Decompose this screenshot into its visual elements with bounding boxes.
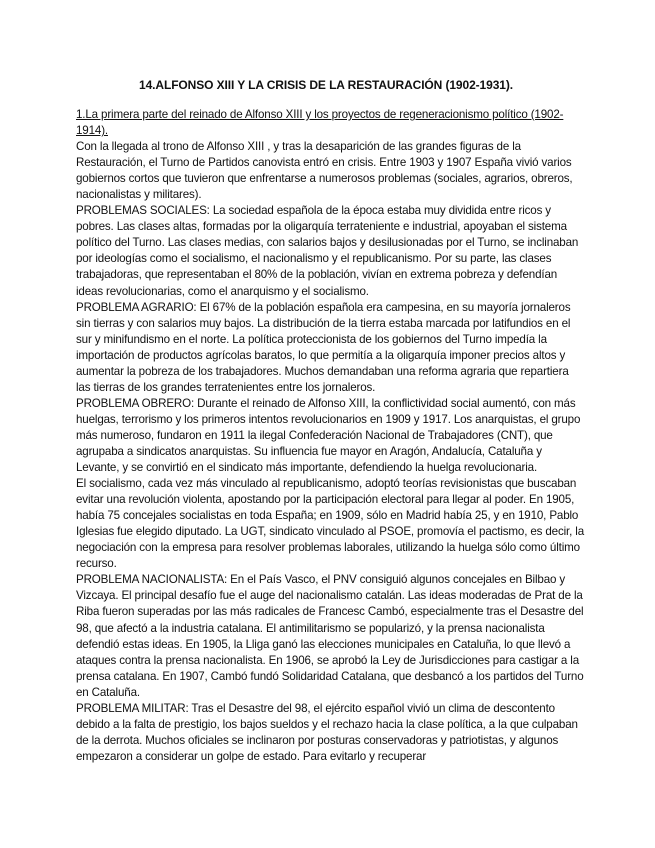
paragraph-problemas-sociales: PROBLEMAS SOCIALES: La sociedad española de la época estaba muy dividida entre ricos y pobres. Las clases altas, formadas por la oligarquía terrateniente e industrial, apoyaban el sistema político del Turno. Las clases medias, con salarios bajos y desilusionadas por el Turno, se inclinaban por ideologías como el socialismo, el nacionalismo y el republicanismo. Por su parte, las clases trabajadoras, que representaban el 80% de la población, vivían en extrema pobreza y defendían ideas revolucionarias, como el anarquismo y el socialismo. xyxy=(76,204,579,298)
paragraph-socialismo: El socialismo, cada vez más vinculado al republicanismo, adoptó teorías revisionistas que buscaban evitar una revolución violenta, apostando por la participación electoral para llegar al poder. En 1905, había 75 concejales socialistas en toda España; en 1909, sólo en Madrid había 25, y en 1910, Pablo Iglesias fue elegido diputado. La UGT, sindicato vinculado al PSOE, promovía el pactismo, es decir, la negociación con la empresa para resolver problemas laborales, utilizando la huelga sólo como último recurso. xyxy=(76,477,584,571)
paragraph-problema-militar: PROBLEMA MILITAR: Tras el Desastre del 98, el ejército español vivió un clima de descontento debido a la falta de prestigio, los bajos sueldos y el rechazo hacia la clase política, a la que culpaban de la derrota. Muchos oficiales se inclinaron por posturas conservadoras y patriotistas, y algunos empezaron a considerar un golpe de estado. Para evitarlo y recuperar xyxy=(76,701,578,763)
document-title: 14.ALFONSO XIII Y LA CRISIS DE LA RESTAURACIÓN (1902-1931). xyxy=(139,78,513,92)
paragraph-problema-agrario: PROBLEMA AGRARIO: El 67% de la población española era campesina, en su mayoría jornaleros sin tierras y con salarios muy bajos. La distribución de la tierra estaba marcada por latifundios en el sur y minifundismo en el norte. La política proteccionista de los gobiernos del Turno impedía la importación de productos agrícolas baratos, lo que permitía a la oligarquía imponer precios altos y aumentar la pobreza de los trabajadores. Muchos demandaban una reforma agraria que repartiera las tierras de los grandes terratenientes entre los jornaleros. xyxy=(76,300,571,394)
paragraph-problema-nacionalista: PROBLEMA NACIONALISTA: En el País Vasco, el PNV consiguió algunos concejales en Bilbao y Vizcaya. El principal desafío fue el auge del nacionalismo catalán. Las ideas moderadas de Prat de la Riba fueron superadas por las más radicales de Francesc Cambó, especialmente tras el Desastre del 98, que afectó a la industria catalana. El antimilitarismo se popularizó, y la prensa nacionalista defendió estas ideas. En 1905, la Lliga ganó las elecciones municipales en Cataluña, lo que llevó a ataques contra la prensa nacionalista. En 1906, se aprobó la Ley de Jurisdicciones para castigar a la prensa catalana. En 1907, Cambó fundó Solidaridad Catalana, que desbancó a los partidos del Turno en Cataluña. xyxy=(76,573,584,699)
paragraph-intro: Con la llegada al trono de Alfonso XIII , y tras la desaparición de las grandes figuras de la Restauración, el Turno de Partidos canovista entró en crisis. Entre 1903 y 1907 España vivió varios gobiernos cortos que tuvieron que enfrentarse a numerosos problemas (sociales, agrarios, obreros, nacionalistas y militares). xyxy=(76,140,573,202)
document-body xyxy=(76,107,584,765)
paragraph-problema-obrero: PROBLEMA OBRERO: Durante el reinado de Alfonso XIII, la conflictividad social aumentó, con más huelgas, terrorismo y los primeros intentos revolucionarios en 1909 y 1917. Los anarquistas, el grupo más numeroso, fundaron en 1911 la ilegal Confederación Nacional de Trabajadores (CNT), que agrupaba a sindicatos anarquistas. Su influencia fue mayor en Aragón, Andalucía, Cataluña y Levante, y se convirtió en el sindicato más importante, defendiendo la huelga revolucionaria. xyxy=(76,396,581,475)
section-heading: 1.La primera parte del reinado de Alfonso XIII y los proyectos de regeneracionismo político (1902-1914). xyxy=(76,108,564,138)
